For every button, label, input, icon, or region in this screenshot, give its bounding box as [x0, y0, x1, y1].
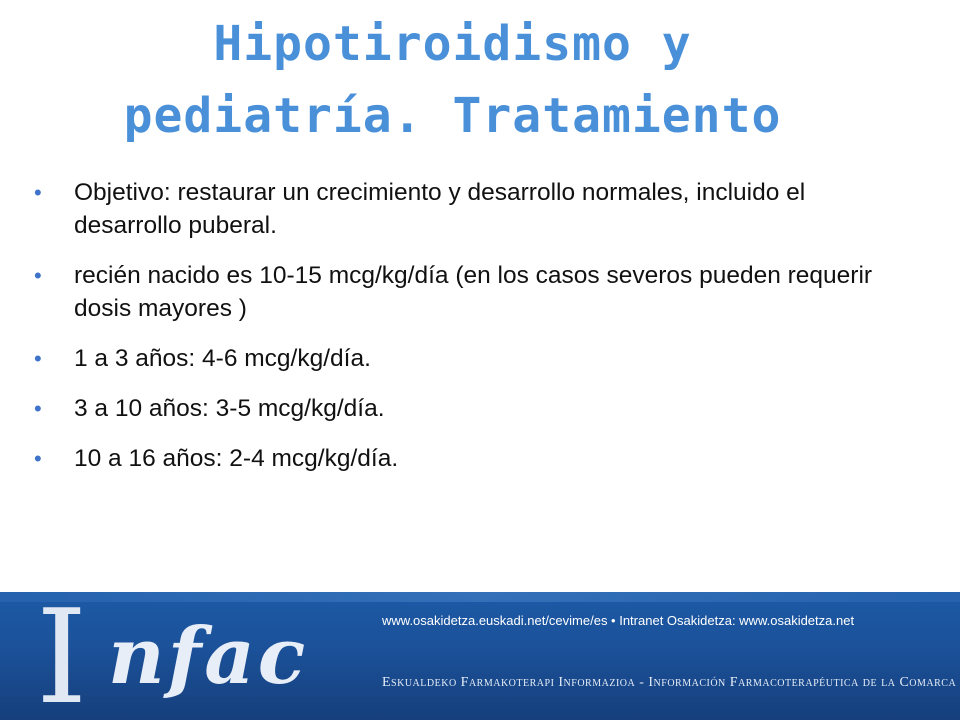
bullet-marker: •: [34, 180, 42, 205]
bullet-list: [34, 176, 914, 492]
footer-urls: www.osakidetza.euskadi.net/cevime/es • Intranet Osakidetza: www.osakidetza.net: [382, 613, 855, 628]
bullet-item: [34, 259, 914, 325]
bullet-item: [34, 176, 914, 242]
slide-title-line-1: Hipotiroidismo y: [213, 16, 692, 72]
logo-wordmark: nfac: [108, 611, 309, 702]
slide-title-line-2: pediatría. Tratamiento: [123, 88, 782, 144]
bullet-item: [34, 342, 914, 375]
bullet-marker: •: [34, 396, 42, 421]
bullet-text: Objetivo: restaurar un crecimiento y desarrollo normales, incluido el desarrollo puberal.: [74, 179, 806, 239]
infac-logo: [36, 581, 336, 720]
bullet-item: [34, 392, 914, 425]
bullet-text: 3 a 10 años: 3-5 mcg/kg/día.: [74, 395, 385, 422]
bullet-marker: •: [34, 263, 42, 288]
bullet-text: recién nacido es 10-15 mcg/kg/día (en los casos severos pueden requerir dosis mayores ): [74, 262, 873, 322]
bullet-marker: •: [34, 346, 42, 371]
bullet-text: 10 a 16 años: 2-4 mcg/kg/día.: [74, 445, 399, 472]
logo-initial: I: [36, 581, 88, 720]
bullet-marker: •: [34, 446, 42, 471]
bullet-text: 1 a 3 años: 4-6 mcg/kg/día.: [74, 345, 371, 372]
slide-title: [0, 8, 905, 152]
bullet-item: [34, 442, 914, 475]
footer-tagline: Eskualdeko Farmakoterapi Informazioa - Información Farmacoterapéutica de la Comarca: [382, 675, 957, 690]
